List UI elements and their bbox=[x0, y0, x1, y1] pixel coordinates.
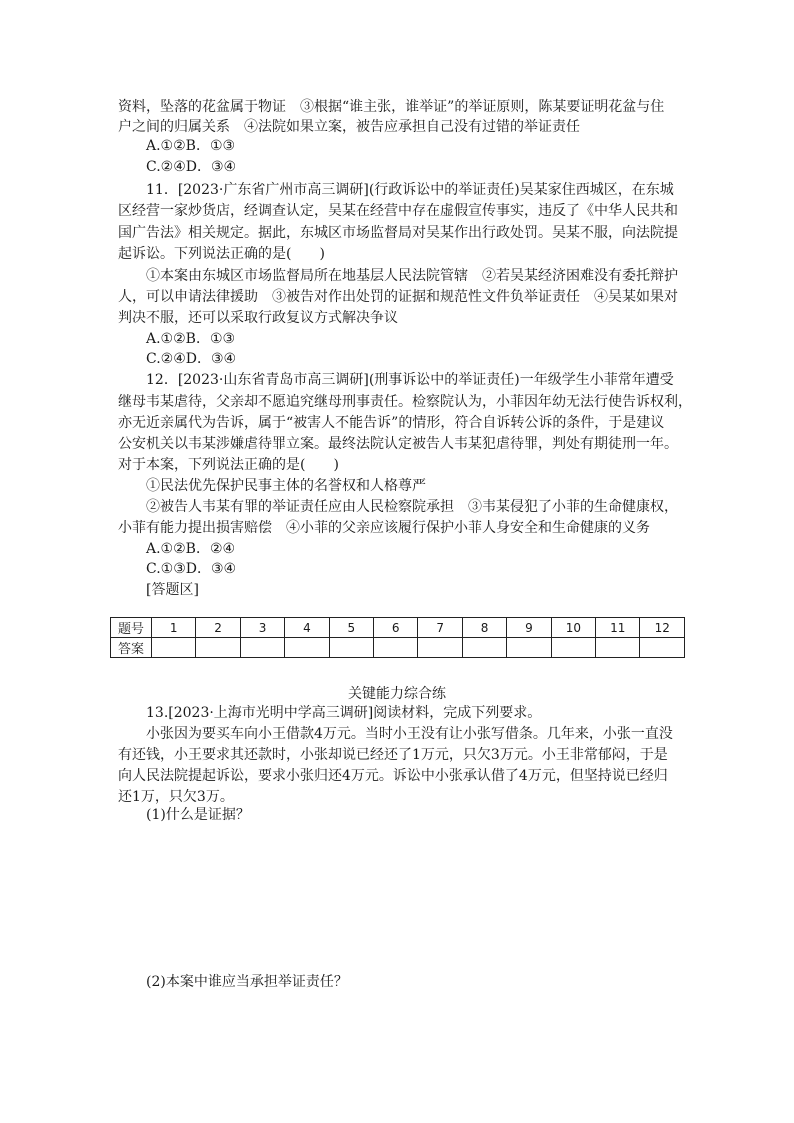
q11-options-ab: A.①②B．①③ bbox=[146, 331, 236, 347]
q13-subquestion-1: (1)什么是证据？ bbox=[146, 807, 250, 823]
question-number-cell: 3 bbox=[240, 618, 284, 638]
q10-options-cd: C.②④D．③④ bbox=[146, 159, 237, 175]
q12-statement-3: 小菲有能力提出损害赔偿 ④小菲的父亲应该履行保护小菲人身安全和生命健康的义务 bbox=[118, 520, 650, 536]
q12-options-ab: A.①②B．②④ bbox=[146, 541, 236, 557]
question-number-cell: 8 bbox=[462, 618, 506, 638]
q12-line3: 亦无近亲属代为告诉，属于“被害人不能告诉”的情形，符合自诉转公诉的条件，于是建议 bbox=[118, 415, 665, 431]
answer-area-label: [答题区] bbox=[146, 582, 199, 598]
question-number-cell: 11 bbox=[596, 618, 640, 638]
q13-subquestion-2: (2)本案中谁应当承担举证责任？ bbox=[146, 974, 348, 990]
answer-cell[interactable] bbox=[152, 638, 196, 658]
answer-table-number-row bbox=[111, 618, 685, 638]
q12-statement-2: ②被告人韦某有罪的举证责任应由人民检察院承担 ③韦某侵犯了小菲的生命健康权， bbox=[146, 499, 678, 515]
q12-line2: 继母韦某虐待，父亲却不愿追究继母刑事责任。检察院认为，小菲因年幼无法行使告诉权利， bbox=[118, 394, 692, 410]
q10-options-ab: A.①②B．①③ bbox=[146, 138, 236, 154]
answer-cell[interactable] bbox=[596, 638, 640, 658]
question-number-cell: 1 bbox=[152, 618, 196, 638]
q11-statement-2: 人，可以申请法律援助 ③被告对作出处罚的证据和规范性文件负举证责任 ④吴某如果对 bbox=[118, 289, 678, 305]
answer-cell[interactable] bbox=[374, 638, 418, 658]
question-number-cell: 10 bbox=[551, 618, 595, 638]
q11-options-cd: C.②④D．③④ bbox=[146, 351, 237, 367]
q13-material-4: 还1万，只欠3万。 bbox=[118, 789, 234, 805]
q12-statement-1: ①民法优先保护民事主体的名誉权和人格尊严 bbox=[146, 478, 426, 494]
answer-cell[interactable] bbox=[329, 638, 373, 658]
q13-material-2: 有还钱，小王要求其还款时，小张却说已经还了1万元，只欠3万元。小王非常郁闷，于是 bbox=[118, 747, 668, 763]
question-number-cell: 6 bbox=[374, 618, 418, 638]
question-number-cell: 9 bbox=[507, 618, 551, 638]
question-number-cell: 5 bbox=[329, 618, 373, 638]
answer-table bbox=[110, 617, 685, 658]
number-row-header: 题号 bbox=[111, 618, 152, 638]
q11-statement-1: ①本案由东城区市场监督局所在地基层人民法院管辖 ②若吴某经济困难没有委托辩护 bbox=[146, 268, 678, 284]
section-title: 关键能力综合练 bbox=[348, 686, 446, 702]
q11-line3: 国广告法》相关规定。据此，东城区市场监督局对吴某作出行政处罚。吴某不服，向法院提 bbox=[118, 225, 678, 241]
q11-line1: 11．[2023·广东省广州市高三调研](行政诉讼中的举证责任)吴某家住西城区，在东城 bbox=[146, 182, 674, 198]
q11-line2: 区经营一家炒货店，经调查认定，吴某在经营中存在虚假宣传事实，违反了《中华人民共和 bbox=[118, 203, 678, 219]
answer-cell[interactable] bbox=[551, 638, 595, 658]
question-number-cell: 12 bbox=[640, 618, 685, 638]
q13-material-3: 向人民法院提起诉讼，要求小张归还4万元。诉讼中小张承认借了4万元，但坚持说已经归 bbox=[118, 768, 668, 784]
question-number-cell: 2 bbox=[196, 618, 240, 638]
q12-line4: 公安机关以韦某涉嫌虐待罪立案。最终法院认定被告人韦某犯虐待罪，判处有期徒刑一年。 bbox=[118, 436, 678, 452]
answer-cell[interactable] bbox=[240, 638, 284, 658]
answer-cell[interactable] bbox=[507, 638, 551, 658]
answer-row-header: 答案 bbox=[111, 638, 152, 658]
answer-cell[interactable] bbox=[196, 638, 240, 658]
answer-cell[interactable] bbox=[285, 638, 329, 658]
q12-line5: 对于本案，下列说法正确的是( ) bbox=[118, 457, 339, 473]
q11-statement-3: 判决不服，还可以采取行政复议方式解决争议 bbox=[118, 310, 398, 326]
answer-cell[interactable] bbox=[640, 638, 685, 658]
answer-table-answer-row bbox=[111, 638, 685, 658]
q13-material-1: 小张因为要买车向小王借款4万元。当时小王没有让小张写借条。几年来，小张一直没 bbox=[146, 726, 673, 742]
question-number-cell: 7 bbox=[418, 618, 462, 638]
q10-line2: 户之间的归属关系 ④法院如果立案，被告应承担自己没有过错的举证责任 bbox=[118, 119, 580, 135]
q10-line1: 资料，坠落的花盆属于物证 ③根据“谁主张，谁举证”的举证原则，陈某要证明花盆与住 bbox=[118, 99, 665, 115]
q12-line1: 12．[2023·山东省青岛市高三调研](刑事诉讼中的举证责任)一年级学生小菲常年遭受 bbox=[146, 372, 674, 388]
q11-line4: 起诉讼。下列说法正确的是( ) bbox=[118, 246, 325, 262]
q13-line1: 13.[2023·上海市光明中学高三调研]阅读材料，完成下列要求。 bbox=[146, 705, 542, 721]
answer-cell[interactable] bbox=[462, 638, 506, 658]
answer-cell[interactable] bbox=[418, 638, 462, 658]
q12-options-cd: C.①③D．③④ bbox=[146, 561, 237, 577]
question-number-cell: 4 bbox=[285, 618, 329, 638]
